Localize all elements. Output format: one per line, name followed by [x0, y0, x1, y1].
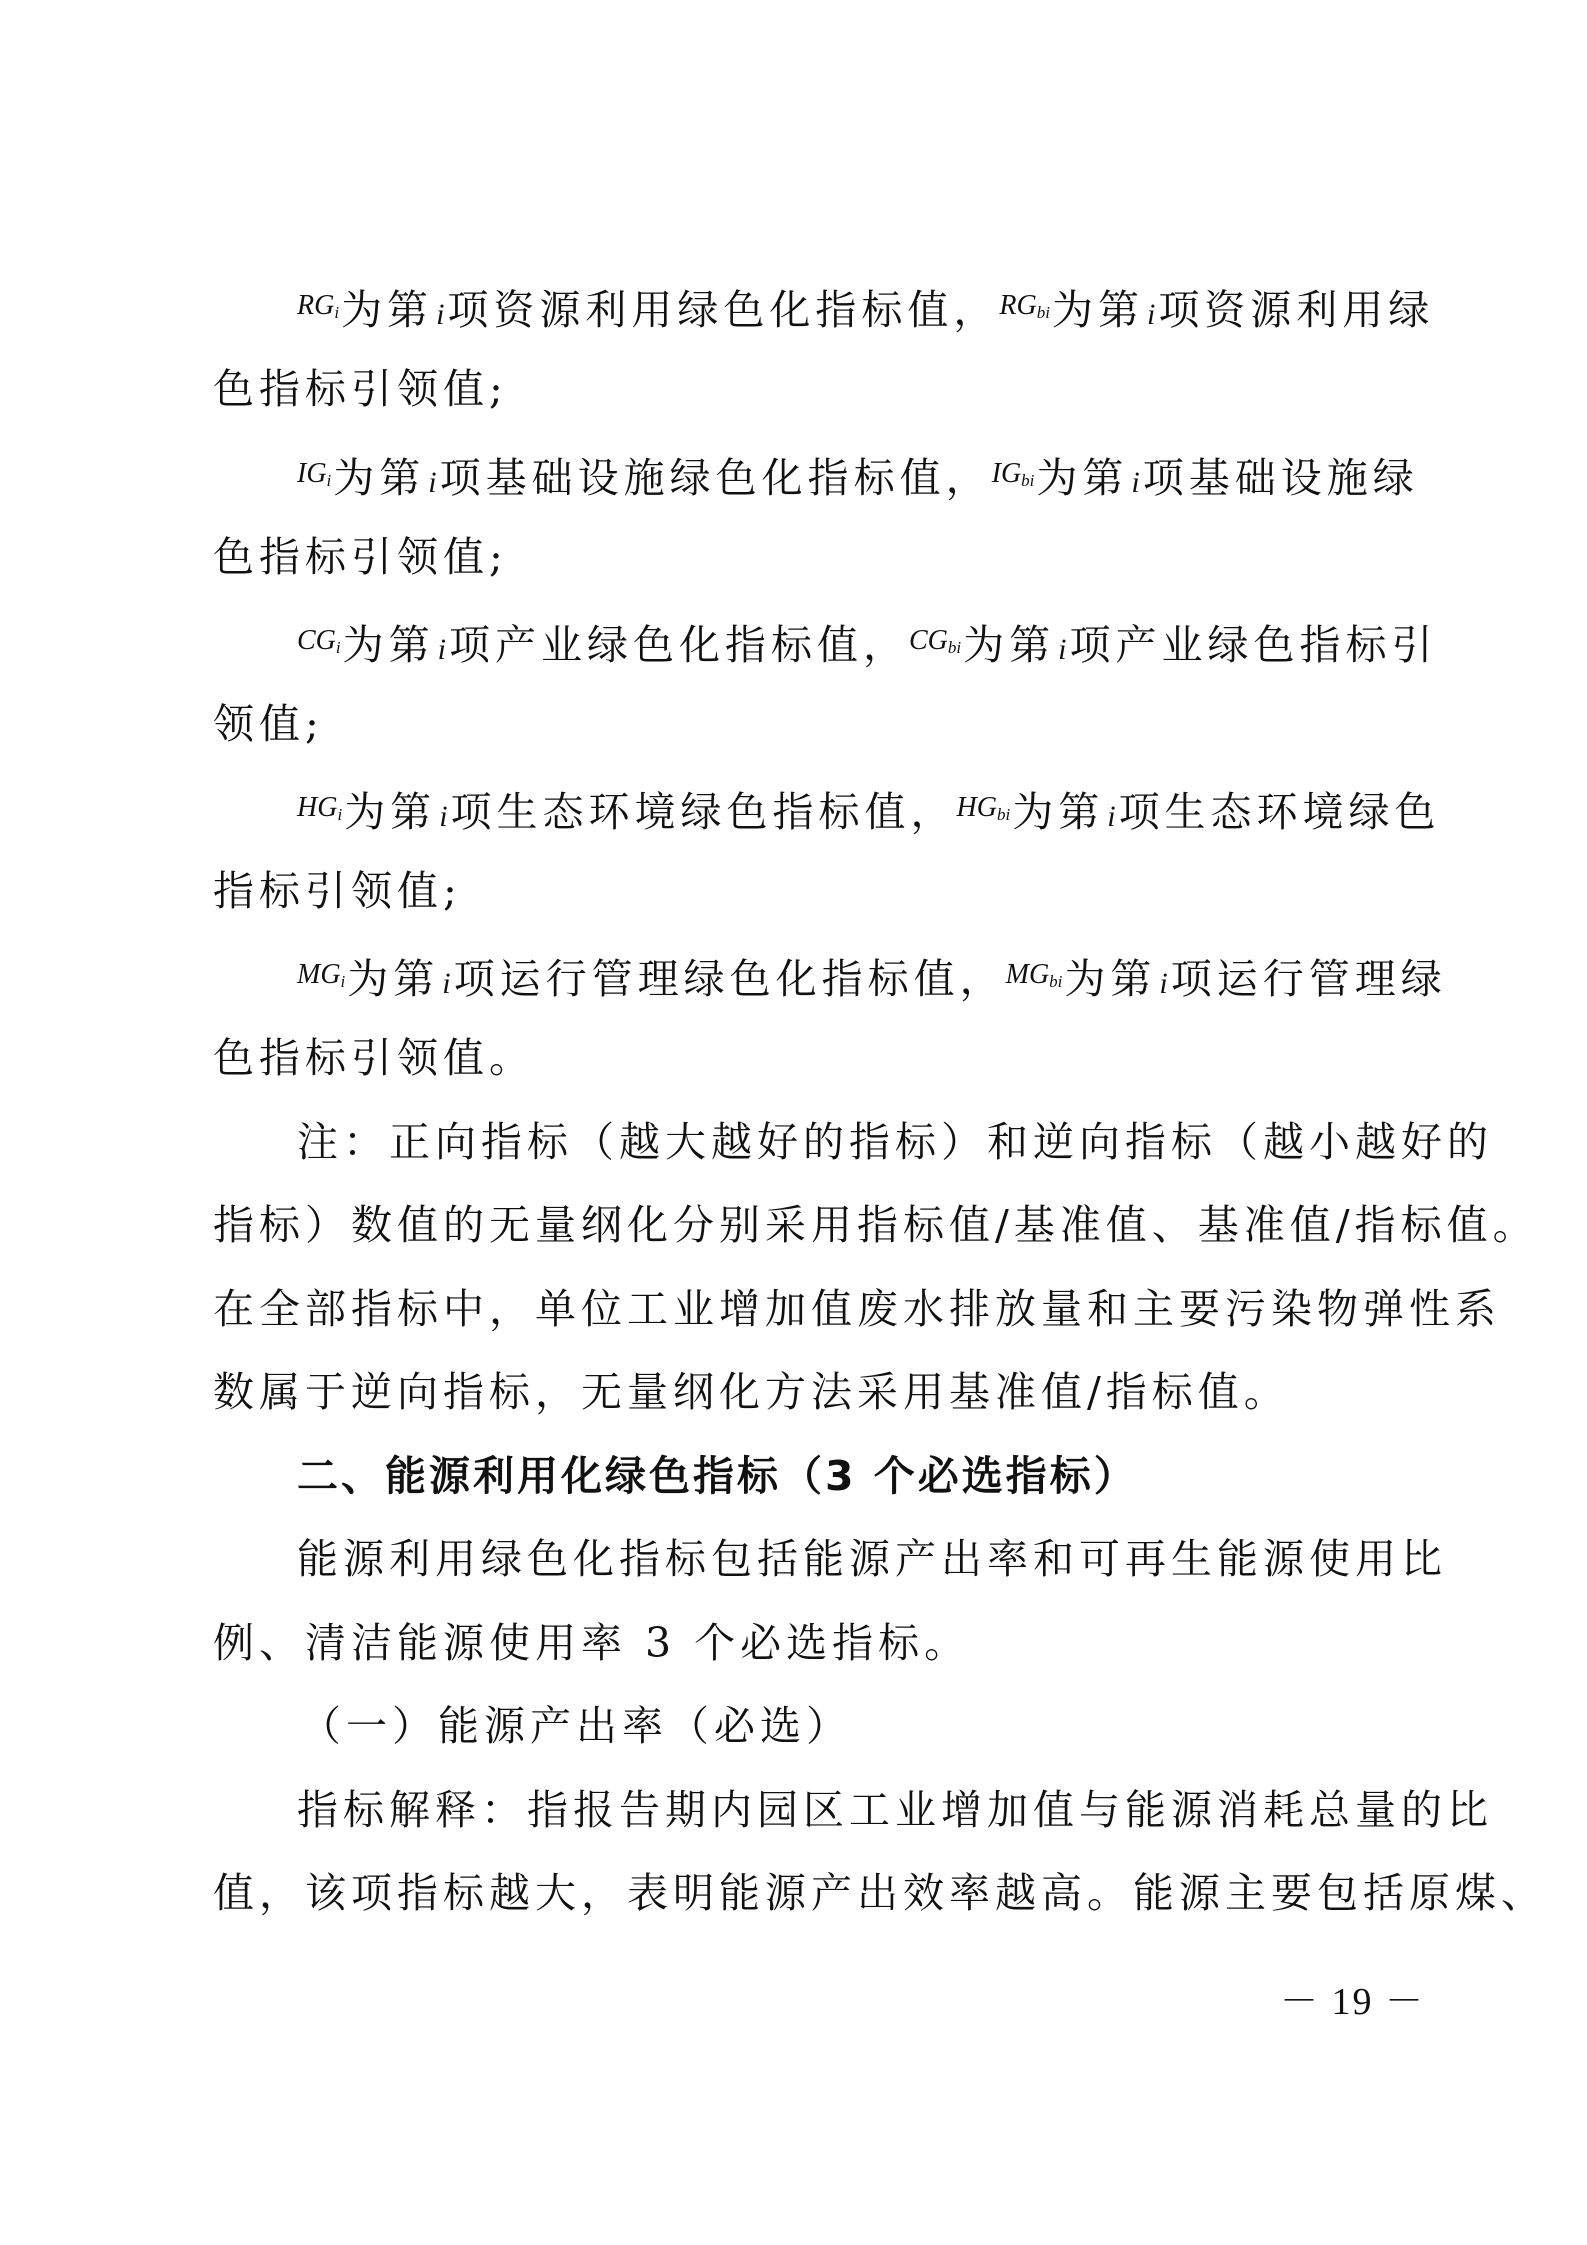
- variable-cg-b: CGbi: [908, 625, 962, 657]
- variable-hg: HGi: [297, 792, 343, 824]
- definition-hg-line1: $^{HG_i}$为第 i项生态环境绿色指标值，$^{HG_{bi}}$为第 i项生态环境绿色: [297, 788, 1441, 836]
- variable-rg: RGi: [297, 290, 340, 322]
- subsection-heading: （一）能源产出率（必选）: [300, 1702, 852, 1750]
- variable-rg-b: RGbi: [999, 290, 1050, 322]
- variable-mg-b: MGbi: [1005, 959, 1063, 991]
- explain-line2: 值，该项指标越大，表明能源产出效率越高。能源主要包括原煤、: [213, 1869, 1547, 1917]
- intro-line2: 例、清洁能源使用率 3 个必选指标。: [213, 1619, 971, 1667]
- note-line4: 数属于逆向指标，无量纲化方法采用基准值/指标值。: [213, 1368, 1290, 1416]
- variable-ig: IGi: [297, 458, 332, 490]
- note-line1: 注：正向指标（越大越好的指标）和逆向指标（越小越好的: [297, 1118, 1493, 1166]
- page-number: － 19 －: [1280, 1981, 1426, 2023]
- definition-mg-line1: $^{MG_i}$为第 i项运行管理绿色化指标值，$^{MG_{bi}}$为第 i项运行管理绿: [297, 955, 1447, 1003]
- note-line2: 指标）数值的无量纲化分别采用指标值/基准值、基准值/指标值。: [213, 1201, 1539, 1249]
- definition-cg-line1: $^{CG_i}$为第 i项产业绿色化指标值，$^{CG_{bi}}$为第 i项产业绿色指标引: [297, 621, 1438, 669]
- explain-line1: 指标解释：指报告期内园区工业增加值与能源消耗总量的比: [297, 1786, 1493, 1834]
- definition-ig-line1: $^{IG_i}$为第 i项基础设施绿色化指标值，$^{IG_{bi}}$为第 i项基础设施绿: [297, 454, 1419, 502]
- definition-hg-line2: 指标引领值;: [213, 867, 462, 915]
- definition-rg-line2: 色指标引领值;: [213, 365, 508, 413]
- variable-hg-b: HGbi: [956, 792, 1011, 824]
- variable-mg: MGi: [297, 959, 346, 991]
- section-heading: 二、能源利用化绿色指标（3 个必选指标）: [297, 1452, 1138, 1500]
- definition-cg-line2: 领值;: [213, 700, 324, 748]
- variable-cg: CGi: [297, 625, 341, 657]
- intro-line1: 能源利用绿色化指标包括能源产出率和可再生能源使用比: [297, 1535, 1447, 1583]
- note-line3: 在全部指标中，单位工业增加值废水排放量和主要污染物弹性系: [213, 1285, 1501, 1333]
- variable-ig-b: IGbi: [991, 458, 1035, 490]
- definition-mg-line2: 色指标引领值。: [213, 1034, 535, 1082]
- definition-rg-line1: $^{RG_i}$为第 i项资源利用绿色化指标值，$^{RG_{bi}}$为第 i项资源利用绿: [297, 286, 1435, 334]
- definition-ig-line2: 色指标引领值;: [213, 533, 508, 581]
